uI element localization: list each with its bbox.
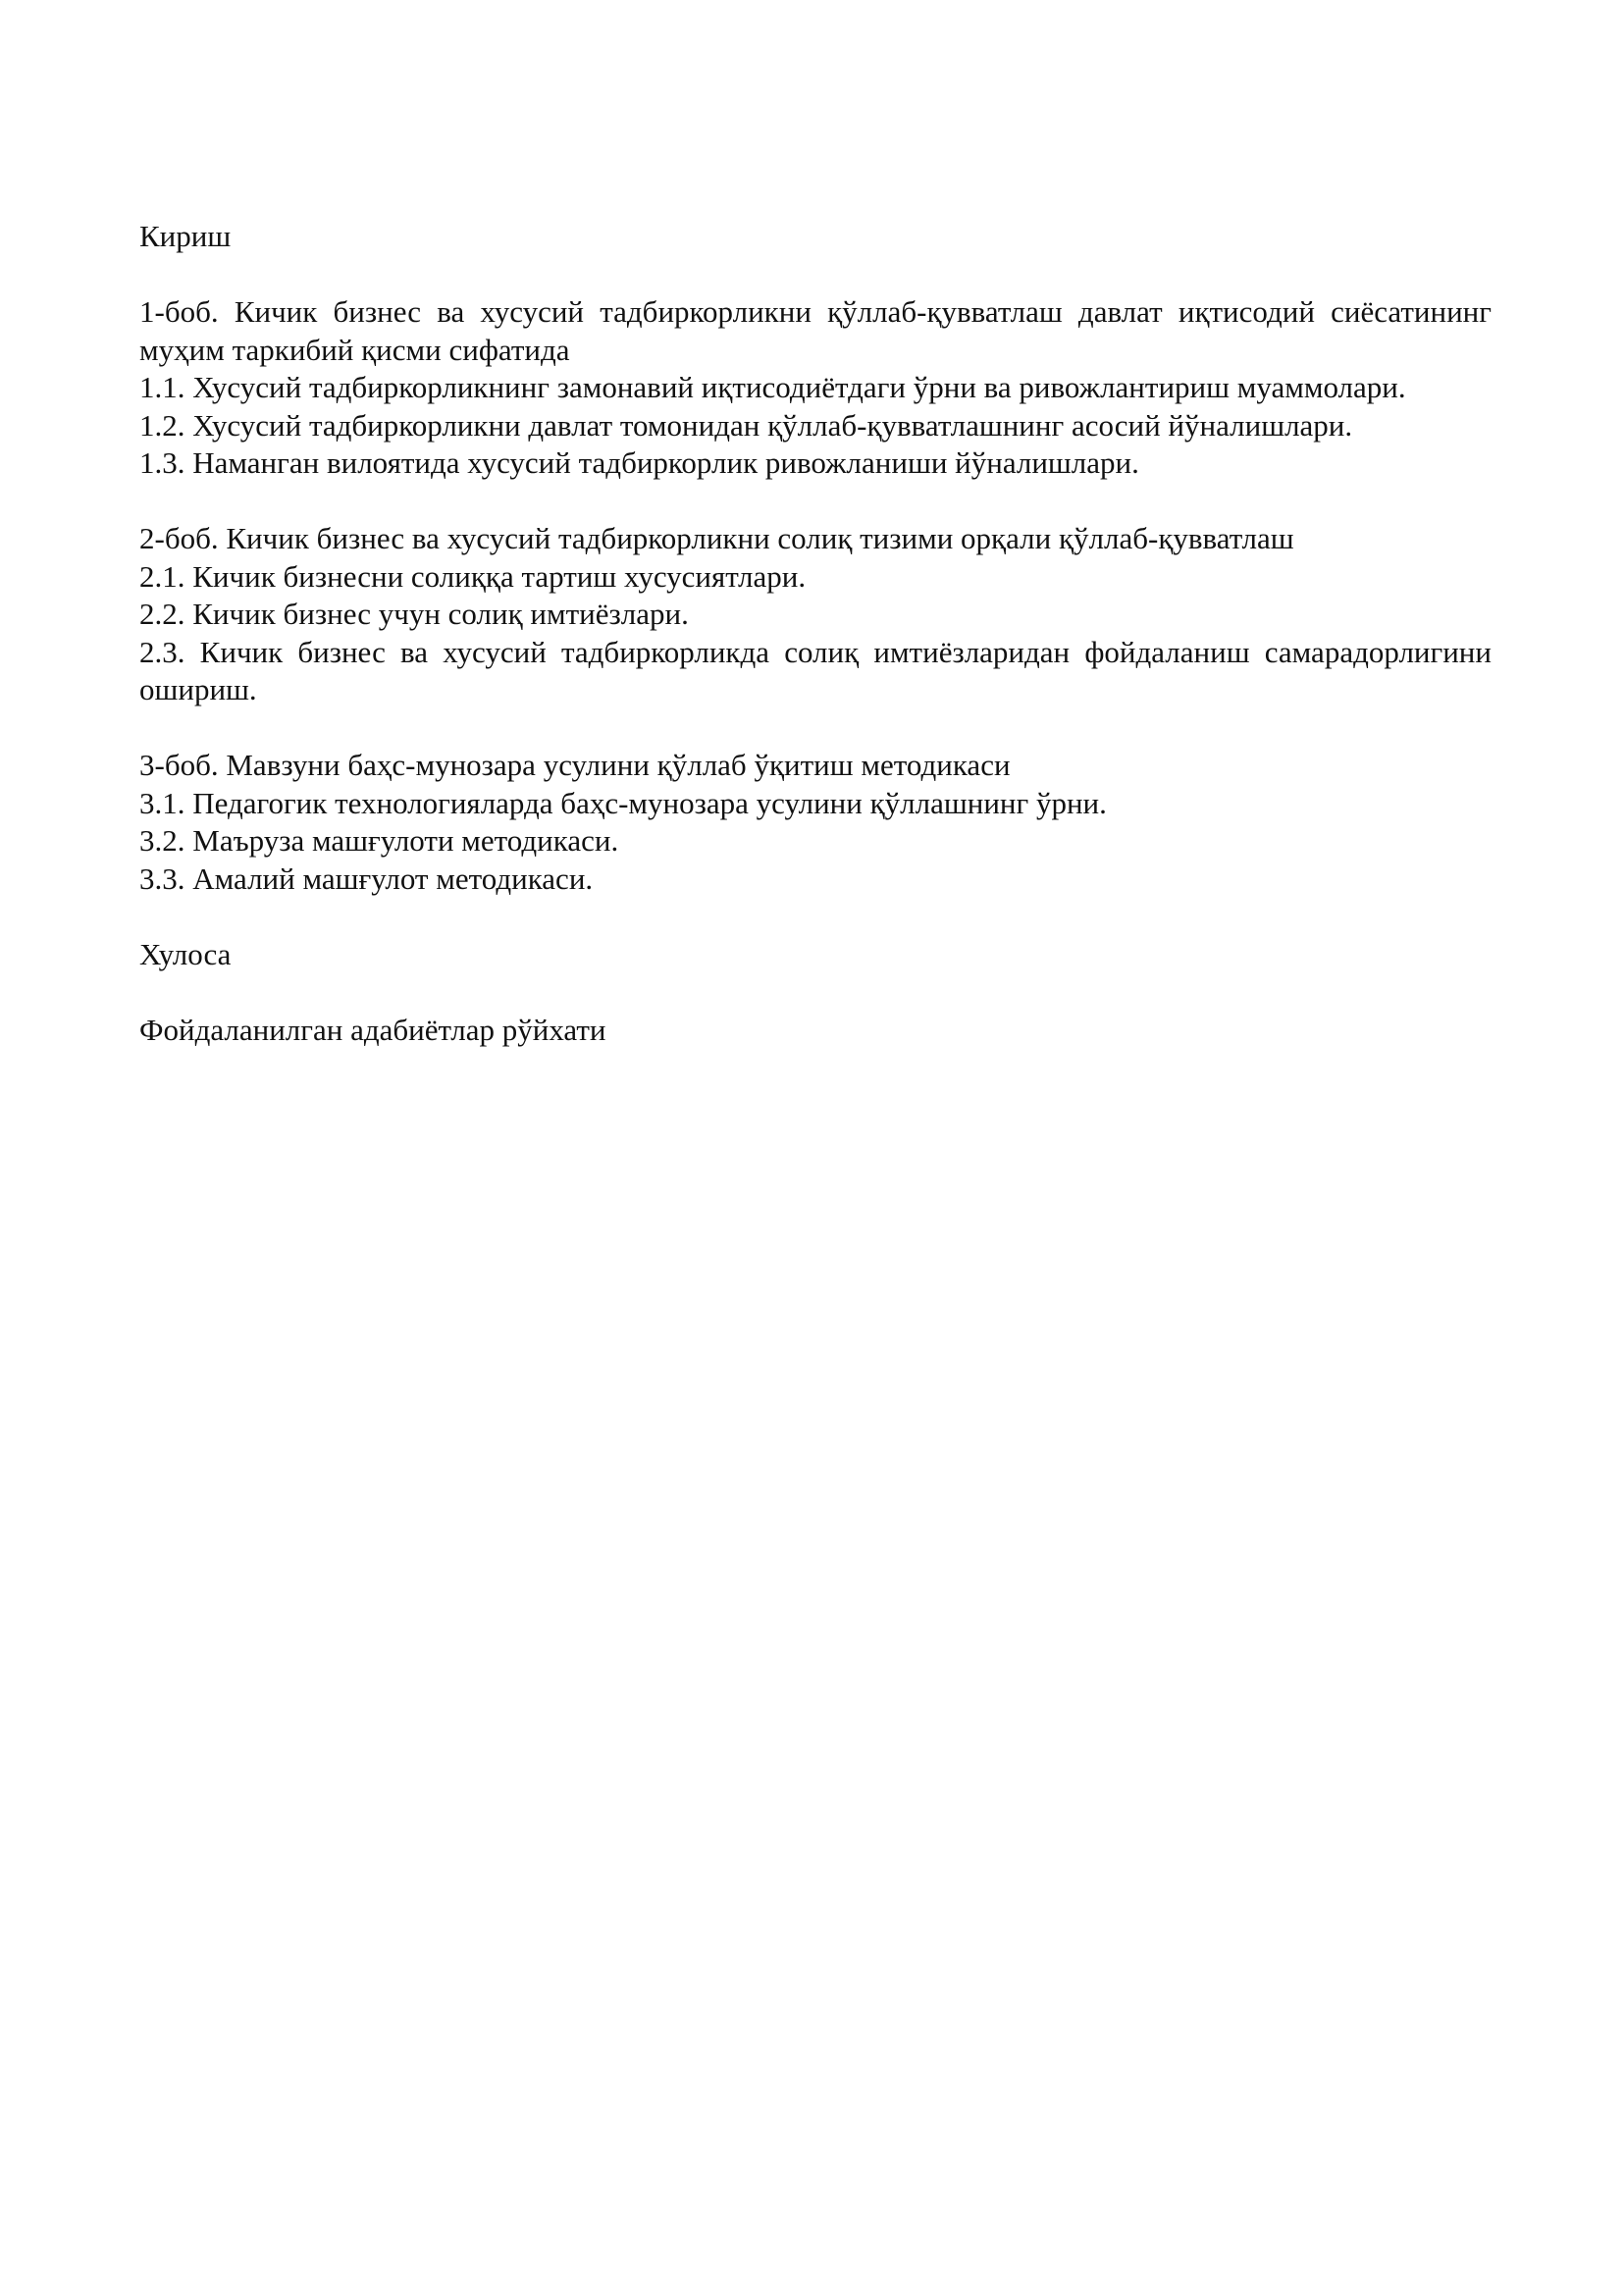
toc-references: Фойдаланилган адабиётлар рўйхати <box>139 1012 606 1047</box>
toc-intro: Кириш <box>139 219 232 253</box>
section-3-3: 3.3. Амалий машғулот методикаси. <box>139 861 594 896</box>
section-2-1: 2.1. Кичик бизнесни солиққа тартиш хусусиятлари. <box>139 558 807 594</box>
section-2-3: 2.3. Кичик бизнес ва хусусий тадбиркорликда солиқ имтиёзларидан фойдаланиш самарадорлигини ошириш. <box>139 634 1492 706</box>
spacer <box>139 898 1492 936</box>
table-of-contents <box>139 218 1492 1049</box>
chapter-3-title: 3-боб. Мавзуни баҳс-мунозара усулини қўллаб ўқитиш методикаси <box>139 748 1011 782</box>
section-2-2: 2.2. Кичик бизнес учун солиқ имтиёзлари. <box>139 597 689 631</box>
section-3-2: 3.2. Маъруза машғулоти методикаси. <box>139 823 619 858</box>
chapter-1-title: 1-боб. Кичик бизнес ва хусусий тадбиркорликни қўллаб-қувватлаш давлат иқтисодий сиёсатининг муҳим таркибий қисми сифатида <box>139 294 1492 367</box>
section-3-1: 3.1. Педагогик технологияларда баҳс-мунозара усулини қўллашнинг ўрни. <box>139 785 1107 820</box>
chapter-2-title: 2-боб. Кичик бизнес ва хусусий тадбиркорликни солиқ тизими орқали қўллаб-қувватлаш <box>139 521 1294 555</box>
spacer <box>139 709 1492 748</box>
section-1-1: 1.1. Хусусий тадбиркорликнинг замонавий иқтисодиётдаги ўрни ва ривожлантириш муаммолари. <box>139 370 1406 404</box>
spacer <box>139 973 1492 1012</box>
section-1-3: 1.3. Наманган вилоятида хусусий тадбиркорлик ривожланиши йўналишлари. <box>139 445 1139 480</box>
toc-conclusion: Хулоса <box>139 936 232 971</box>
spacer <box>139 483 1492 521</box>
spacer <box>139 256 1492 294</box>
section-1-2: 1.2. Хусусий тадбиркорликни давлат томонидан қўллаб-қувватлашнинг асосий йўналишлари. <box>139 407 1353 443</box>
